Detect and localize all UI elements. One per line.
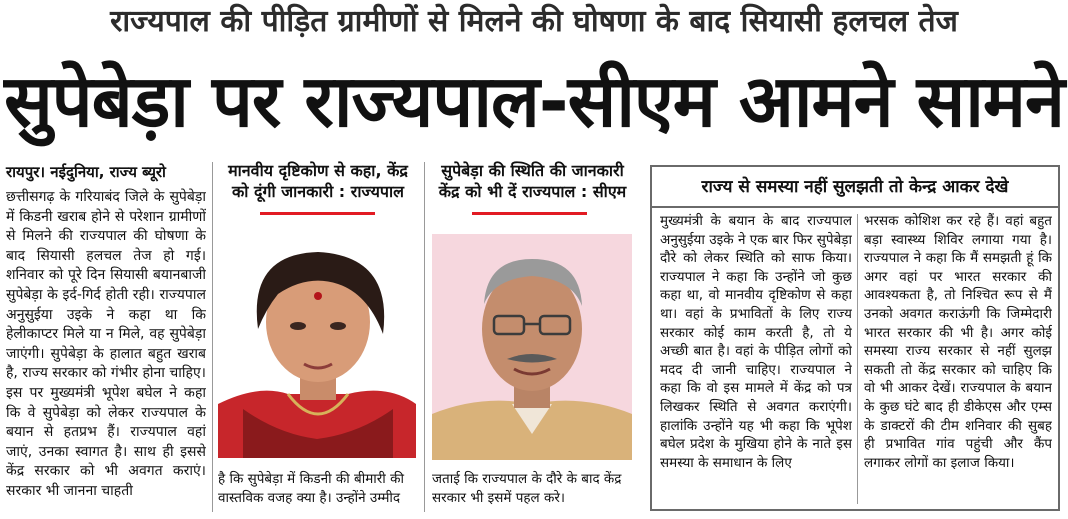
photo-cm [432,234,632,460]
column-divider [424,162,425,512]
subheading-cm: सुपेबेड़ा की स्थिति की जानकारी केंद्र को भी दें राज्यपाल : सीएम [438,161,627,201]
red-rule [260,212,375,215]
boxed-story-column-2: भरसक कोशिश कर रहे हैं। वहां बहुत बड़ा स्वास्थ्य शिविर लगाया गया है। राज्यपाल ने कहा कि मैं समझती हूं कि अगर वहां पर भारत सरकार की आवश्यकता है, तो निश्चित रूप से मैं उनको अवगत कराऊंगी कि जिम्मेदारी भारत सरकार की भी है। अगर कोई समस्या राज्य सरकार से नहीं सुलझ सकती तो केंद्र सरकार को चाहिए कि वो भी आकर देखें। राज्यपाल के बयान के कुछ घंटे बाद ही डीकेएस और एम्स के डाक्टरों की टीम शनिवार की सुबह ही प्रभावित गांव पहुंची और कैंप लगाकर लोगों का इलाज किया। [864,213,1052,471]
boxed-story-rule [652,206,1058,208]
article-column-1: छत्तीसगढ़ के गरियाबंद जिले के सुपेबेड़ा में किडनी खराब होने से परेशान ग्रामीणों से मिलने की राज्यपाल की घोषणा के बाद सियासी हलचल तेज हो गई। शनिवार को पूरे दिन सियासी बयानबाजी सुपेबेड़ा के इर्द-गिर्द होती रही। राज्यपाल अनुसुईया उइके ने कहा था कि हेलीकाप्टर मिले या न मिले, वह सुपेबेड़ा जाएंगी। सुपेबेड़ा के हालात बहुत खराब है, राज्य सरकार को गंभीर होना चाहिए। इस पर मुख्यमंत्री भूपेश बघेल ने कहा कि वे सुपेबेड़ा को लेकर राज्यपाल के बयान से हतप्रभ हैं। राज्यपाल वहां जाएं, उनका स्वागत है। साथ ही इससे केंद्र सरकार को भी अवगत कराएं। सरकार भी जानना चाहती [6,189,206,499]
main-headline: सुपेबेड़ा पर राज्यपाल-सीएम आमने सामने [4,59,1064,143]
boxed-story-title: राज्य से समस्या नहीं सुलझती तो केन्द्र आकर देखे [701,177,1009,197]
red-rule [472,212,587,215]
dateline: रायपुर। नईदुनिया, राज्य ब्यूरो [6,163,166,181]
kicker-headline: राज्यपाल की पीड़ित ग्रामीणों से मिलने की घोषणा के बाद सियासी हलचल तेज [110,4,958,39]
photo-governor [218,234,416,458]
column-divider [212,162,213,512]
subheading-governor: मानवीय दृष्टिकोण से कहा, केंद्र को दूंगी जानकारी : राज्यपाल [228,161,408,201]
caption-cm: जताई कि राज्यपाल के दौरे के बाद केंद्र सरकार भी इसमें पहल करे। [432,471,622,506]
boxed-story-column-1: मुख्यमंत्री के बयान के बाद राज्यपाल अनुसुईया उइके ने एक बार फिर सुपेबेड़ा दौरे को लेकर स्थिति को साफ किया। राज्यपाल ने कहा कि उन्होंने जो कुछ कहा था, वो मानवीय दृष्टिकोण से कहा था। वहां के प्रभावितों के लिए राज्य सरकार कोई काम करती है, तो ये अच्छी बात है। वहां के पीड़ित लोगों को मदद दी जानी चाहिए। राज्यपाल ने कहा कि वो इस मामले में केंद्र को पत्र लिखकर स्थिति से अवगत कराएंगी। हालांकि उन्होंने यह भी कहा कि भूपेश बघेल प्रदेश के मुखिया होने के नाते इस समस्या के समाधान के लिए [660,213,852,471]
column-divider [857,214,858,504]
caption-governor: है कि सुपेबेड़ा में किडनी की बीमारी की वास्तविक वजह क्या है। उन्होंने उम्मीद [218,471,404,506]
